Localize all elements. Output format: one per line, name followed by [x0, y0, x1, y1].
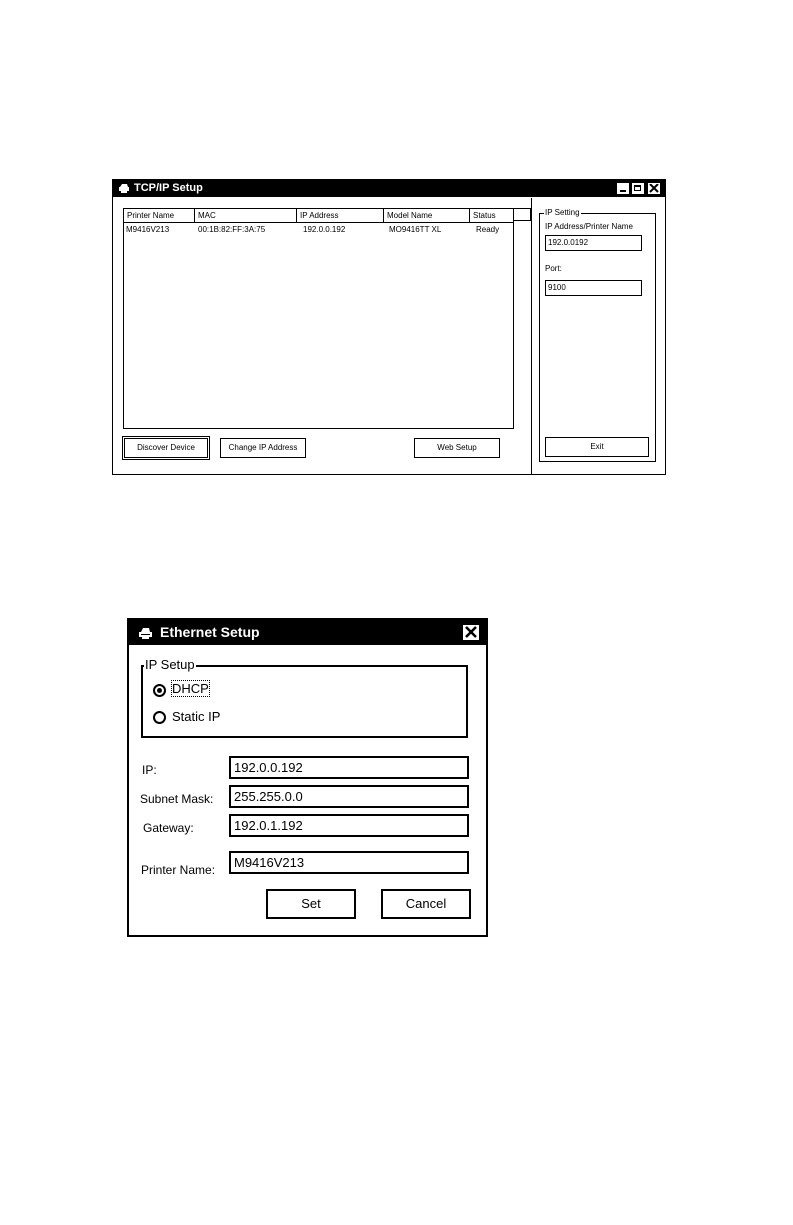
ethernet-setup-window [127, 618, 488, 937]
change-ip-address-button[interactable]: Change IP Address [220, 438, 306, 458]
ip-address-input[interactable]: 192.0.0192 [545, 235, 642, 251]
close-icon[interactable] [648, 183, 660, 194]
column-header-model-name[interactable]: Model Name [384, 209, 470, 222]
ip-input[interactable]: 192.0.0.192 [229, 756, 469, 779]
table-row[interactable] [124, 224, 513, 236]
set-button[interactable]: Set [266, 889, 356, 919]
port-label: Port: [545, 264, 562, 273]
web-setup-button[interactable]: Web Setup [414, 438, 500, 458]
panel-divider [531, 198, 532, 475]
minimize-icon[interactable] [617, 183, 629, 194]
printer-name-label: Printer Name: [141, 863, 216, 877]
title-bar[interactable] [113, 180, 665, 197]
window-title: Ethernet Setup [160, 624, 260, 640]
title-bar[interactable] [129, 620, 486, 645]
ip-setup-group [141, 665, 468, 738]
cell-status: Ready [476, 225, 500, 234]
list-header-filler [514, 208, 531, 221]
cell-model-name: MO9416TT XL [389, 225, 442, 234]
discover-device-button[interactable]: Discover Device [124, 438, 208, 458]
cell-ip-address: 192.0.0.192 [303, 225, 346, 234]
column-header-mac[interactable]: MAC [195, 209, 297, 222]
column-header-status[interactable]: Status [473, 211, 496, 220]
exit-button[interactable]: Exit [545, 437, 649, 457]
gateway-input[interactable]: 192.0.1.192 [229, 814, 469, 837]
dhcp-radio[interactable] [153, 684, 166, 697]
subnet-mask-label: Subnet Mask: [140, 792, 214, 806]
ip-setup-group-label: IP Setup [145, 657, 195, 672]
cell-printer-name: M9416V213 [126, 225, 170, 234]
maximize-icon[interactable] [632, 183, 644, 194]
ip-address-label: IP Address/Printer Name [545, 222, 633, 231]
window-title: TCP/IP Setup [134, 182, 203, 194]
dhcp-label[interactable]: DHCP [172, 681, 209, 696]
subnet-mask-input[interactable]: 255.255.0.0 [229, 785, 469, 808]
static-ip-label[interactable]: Static IP [172, 709, 221, 724]
tcpip-setup-window [112, 179, 666, 475]
printer-icon [118, 182, 130, 194]
ip-setting-group-label: IP Setting [545, 208, 580, 217]
column-header-ip-address[interactable]: IP Address [297, 209, 384, 222]
ip-label: IP: [142, 763, 157, 777]
list-header [124, 209, 513, 223]
printer-icon [138, 626, 153, 640]
printer-list[interactable] [123, 208, 514, 429]
column-header-printer-name[interactable]: Printer Name [124, 209, 195, 222]
cancel-button[interactable]: Cancel [381, 889, 471, 919]
printer-name-input[interactable]: M9416V213 [229, 851, 469, 874]
close-icon[interactable] [463, 625, 479, 640]
gateway-label: Gateway: [143, 821, 194, 835]
static-ip-radio[interactable] [153, 711, 166, 724]
cell-mac: 00:1B:82:FF:3A:75 [198, 225, 266, 234]
port-input[interactable]: 9100 [545, 280, 642, 296]
